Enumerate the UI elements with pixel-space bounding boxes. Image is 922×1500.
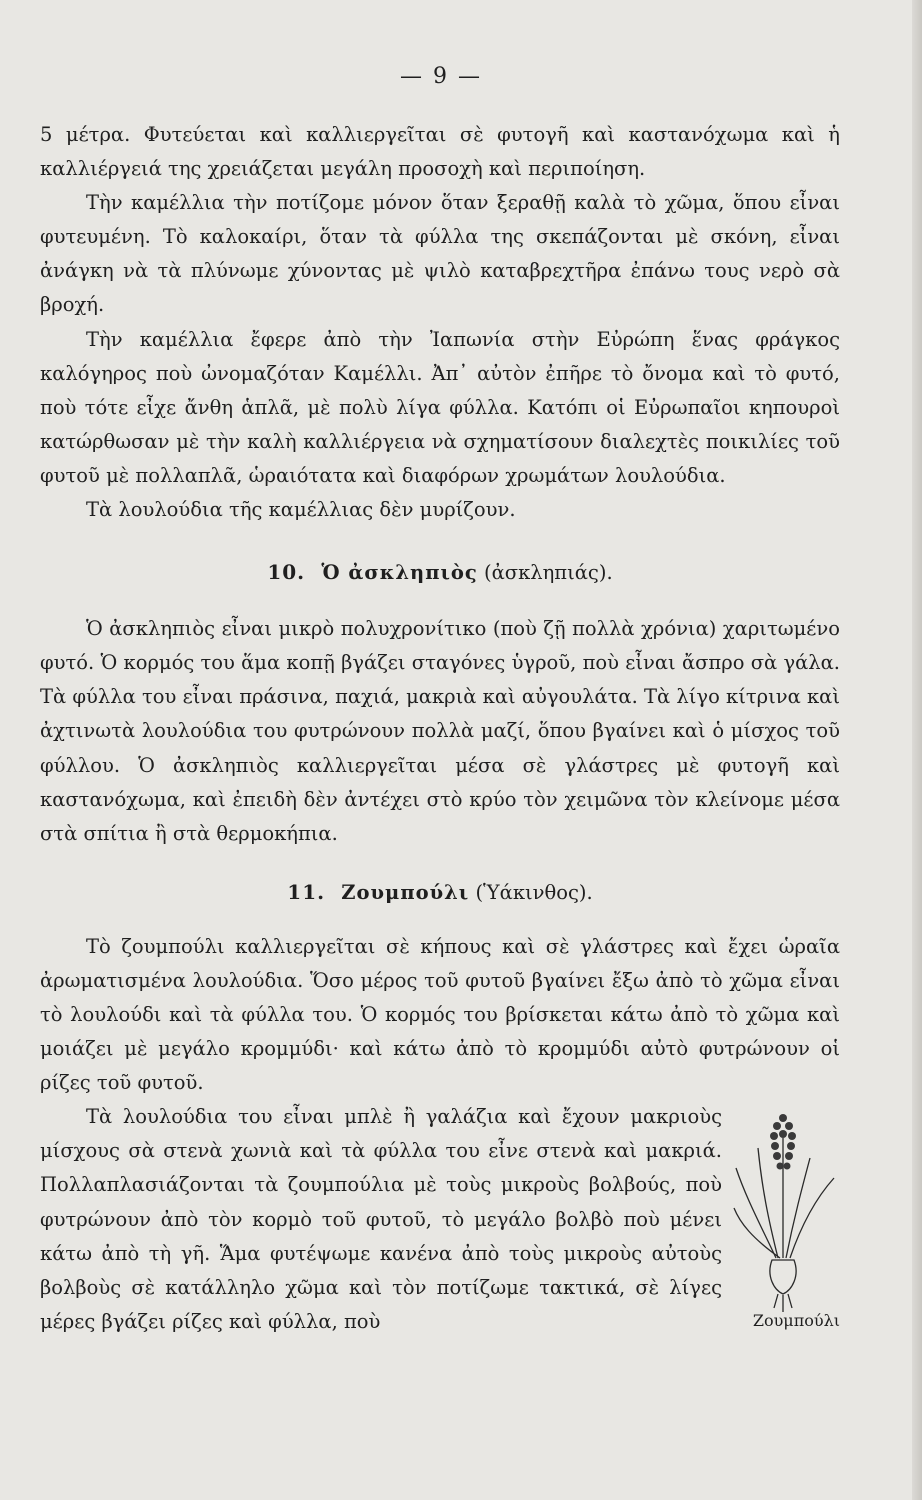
paragraph-camellia-3: Τὴν καμέλλια ἔφερε ἀπὸ τὴν Ἰαπωνία στὴν Εὐρώπη ἕνας φράγκος καλόγηρος ποὺ ὠνομαζόταν Καμέλλι. Ἀπ᾿ αὐτὸν ἐπῆρε τὸ ὄνομα καὶ τὸ φυτό, ποὺ τότε εἶχε ἄνθη ἁπλᾶ, μὲ πολὺ λίγα φύλλα. Κατόπι οἱ Εὐρωπαῖοι κηπουροὶ κατώρθωσαν μὲ τὴν καλὴ καλλιέργεια νὰ σχηματίσουν διαλεχτὲς ποικιλίες τοῦ φυτοῦ μὲ πολλαπλᾶ, ὡραιότατα καὶ διαφόρων χρωμάτων λουλούδια. <box>40 327 840 487</box>
section-title: Ὁ ἀσκληπιὸς <box>321 561 478 585</box>
section-title: Ζουμπούλι <box>341 880 470 904</box>
hyacinth-illustration <box>732 1108 840 1314</box>
paragraph-camellia-4: Τὰ λουλούδια τῆς καμέλλιας δὲν μυρίζουν. <box>86 498 516 522</box>
section-heading-11 <box>40 875 840 910</box>
section-heading-10 <box>40 555 840 590</box>
section-number: 11. <box>287 879 326 904</box>
paragraph-asclepias: Ὁ ἀσκληπιὸς εἶναι μικρὸ πολυχρονίτικο (ποὺ ζῇ πολλὰ χρόνια) χαριτωμένο φυτό. Ὁ κορμός του ἅμα κοπῇ βγάζει σταγόνες ὑγροῦ, ποὺ εἶναι ἄσπρο σὰ γάλα. Τὰ φύλλα του εἶναι πράσινα, παχιά, μακριὰ καὶ αὐγουλάτα. Τὰ λίγο κίτρινα καὶ ἀχτινωτὰ λουλούδια του φυτρώνουν πολλὰ μαζί, ὅπου βγαίνει καὶ ὁ μίσχος τοῦ φύλλου. Ὁ ἀσκληπιὸς καλλιεργεῖται μέσα σὲ γλάστρες μὲ φυτογῆ καὶ καστανόχωμα, καὶ ἐπειδὴ δὲν ἀντέχει στὸ κρύο τὸν χειμῶνα τὸν κλείνομε μέσα στὰ σπίτια ἢ στὰ θερμοκήπια. <box>40 617 840 845</box>
section-number: 10. <box>267 560 306 585</box>
page-edge <box>912 0 922 1500</box>
section-subtitle: (ἀσκληπιάς). <box>483 561 613 585</box>
page-number: — 9 — <box>400 64 482 89</box>
section-subtitle: (Ὑάκινθος). <box>475 880 593 904</box>
figure-caption: Ζουμπούλι <box>752 1311 840 1331</box>
paragraph-camellia-1: 5 μέτρα. Φυτεύεται καὶ καλλιεργεῖται σὲ φυτογῆ καὶ καστανόχωμα καὶ ἡ καλλιέργειά της χρειάζεται μεγάλη προσοχὴ καὶ περιποίηση. <box>40 123 840 181</box>
hyacinth-figure <box>732 1108 840 1334</box>
paragraph-camellia-2: Τὴν καμέλλια τὴν ποτίζομε μόνον ὅταν ξεραθῇ καλὰ τὸ χῶμα, ὅπου εἶναι φυτευμένη. Τὸ καλοκαίρι, ὅταν τὰ φύλλα της σκεπάζονται μὲ σκόνη, εἶναι ἀνάγκη νὰ τὰ πλύνωμε χύνοντας μὲ ψιλὸ καταβρεχτῆρα ἐπάνω τους νερὸ σὰ βροχή. <box>40 191 840 317</box>
paragraph-hyacinth-2: Τὰ λουλούδια του εἶναι μπλὲ ἢ γαλάζια καὶ ἔχουν μακριοὺς μίσχους σὰ στενὰ χωνιὰ καὶ τὰ φύλλα του εἶνε στενὰ καὶ μακριά. Πολλαπλασιάζονται τὰ ζουμπούλια μὲ τοὺς μικροὺς βολβούς, ποὺ φυτρώνουν ἀπὸ τὸν κορμὸ τοῦ φυτοῦ, τὸ μεγάλο βολβὸ ποὺ μένει κάτω ἀπὸ τὴ γῆ. Ἅμα φυτέψωμε κανένα ἀπὸ τοὺς μικροὺς αὐτοὺς βολβοὺς σὲ κατάλληλο χῶμα καὶ τὸν ποτίζωμε τακτικά, σὲ λίγες μέρες βγάζει ρίζες καὶ φύλλα, ποὺ <box>40 1105 722 1333</box>
page-body <box>40 118 840 1339</box>
paragraph-hyacinth-1: Τὸ ζουμπούλι καλλιεργεῖται σὲ κήπους καὶ σὲ γλάστρες καὶ ἔχει ὡραῖα ἀρωματισμένα λουλούδια. Ὅσο μέρος τοῦ φυτοῦ βγαίνει ἔξω ἀπὸ τὸ χῶμα εἶναι τὸ λουλούδι καὶ τὰ φύλλα του. Ὁ κορμός του βρίσκεται κάτω ἀπὸ τὸ χῶμα καὶ μοιάζει μὲ μεγάλο κρομμύδι· καὶ κάτω ἀπὸ τὸ κρομμύδι αὐτὸ φυτρώνουν οἱ ρίζες τοῦ φυτοῦ. <box>40 934 840 1095</box>
